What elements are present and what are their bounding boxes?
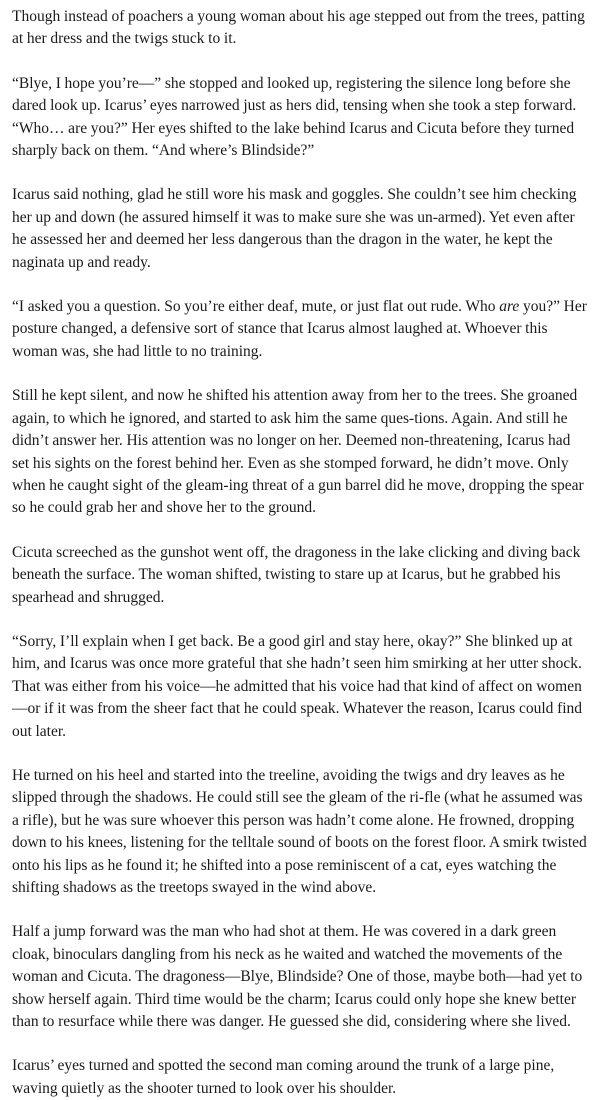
body-paragraph [12,73,589,163]
body-paragraph [12,296,589,363]
paragraph-text: you?” Her posture changed, a defensive sort of stance that Icarus almost laughed at. Whoever this woman was, she had little to no training. [12,298,587,360]
paragraph-text: Half a jump forward was the man who had shot at them. He was covered in a dark green cloak, binoculars dangling from his neck as he waited and watched the movements of the woman and Cicuta. The dragoness—Blye, Blindside? One of those, maybe both—had yet to show herself again. Third time would be the charm; Icarus could only hope she knew better than to resurface while there was danger. He guessed she did, considering where she lived. [12,923,583,1031]
paragraph-text: “Blye, I hope you’re—” she stopped and looked up, registering the silence long before she dared look up. Icarus’ eyes narrowed just as hers did, tensing when she took a step forward. “Who… are you?” Her eyes shifted to the lake behind Icarus and Cicuta before they turned sharply back on them. “And where’s Blindside?” [12,74,577,160]
body-paragraph [12,184,589,274]
paragraph-text: He turned on his heel and started into the treeline, avoiding the twigs and dry leaves as he slipped through the shadows. He could still see the gleam of the ri-fle (what he assumed was a rifle), but he was sure whoever this person was hadn’t come alone. He frowned, dropping down to his knees, listening for the telltale sound of boots on the forest floor. A smirk twisted onto his lips as he found it; he shifted into a pose reminiscent of a cat, eyes watching the shifting shadows as the treetops swayed in the wind above. [12,766,587,896]
body-paragraph [12,631,589,743]
paragraph-text: Cicuta screeched as the gunshot went off, the dragoness in the lake clicking and diving back beneath the surface. The woman shifted, twisting to stare up at Icarus, but he grabbed his spearhead and shrugged. [12,543,581,606]
paragraph-text: Icarus’ eyes turned and spotted the second man coming around the trunk of a large pine, waving quietly as the shooter turned to look over his shoulder. [12,1057,555,1097]
body-paragraph [12,542,589,609]
body-paragraph [12,6,589,51]
paragraph-text: “Sorry, I’ll explain when I get back. Be a good girl and stay here, okay?” She blinked up at him, and Icarus was once more grateful that she hadn’t seen him smirking at her utter shock. That was either from his voice—he admitted that his voice had that kind of affect on women—or if it was from the sheer fact that he could speak. Whatever the reason, Icarus could find out later. [12,632,583,740]
document-body [12,6,589,1100]
body-paragraph [12,385,589,519]
body-paragraph [12,921,589,1033]
paragraph-text: Icarus said nothing, glad he still wore his mask and goggles. She couldn’t see him checking her up and down (he assured himself it was to make sure she was un-armed). Yet even after he assessed her and deemed her less dangerous than the dragon in the water, he kept the naginata up and ready. [12,186,577,271]
paragraph-text: “I asked you a question. So you’re either deaf, mute, or just flat out rude. Who [12,298,500,316]
body-paragraph [12,1055,589,1100]
italic-text: are [499,298,520,316]
paragraph-text: Though instead of poachers a young woman about his age stepped out from the trees, patting at her dress and the twigs stuck to it. [12,8,585,48]
paragraph-text: Still he kept silent, and now he shifted his attention away from her to the trees. She groaned again, to which he ignored, and started to ask him the same ques-tions. Again. And still he didn’t answer her. His attention was no longer on her. Deemed non-threatening, Icarus had set his sights on the forest behind her. Even as she stomped forward, he didn’t move. Only when he caught sight of the gleam-ing threat of a gun barrel did he move, dropping the spear so he could grab her and shove her to the ground. [12,387,584,517]
body-paragraph [12,765,589,899]
